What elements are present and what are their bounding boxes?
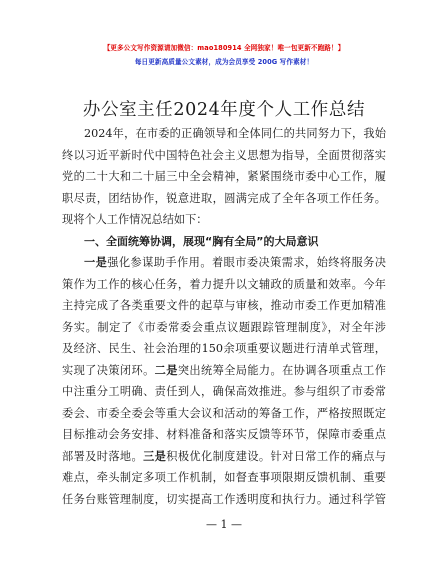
point-text-1: 强化参谋助手作用。着眼市委决策需求，始终将服务决 [107, 256, 386, 269]
point-text-1-end: 实现了决策闭环。 [62, 363, 155, 377]
point-marker-2: 二是 [154, 363, 178, 377]
section1-line-1 [62, 252, 386, 274]
intro-line-5: 现将个人工作情况总结如下： [62, 213, 208, 226]
intro-line-4: 职尽责，团结协作，锐意进取，圆满完成了全年各项工作任务。 [62, 191, 386, 205]
point-marker-3: 三是 [143, 449, 167, 463]
section1-line-9: 目标推动会务安排、材料准备和落实反馈等环节，保障市委重点 [62, 428, 386, 441]
section-heading-1: 一、全面统筹协调，展现“胸有全局”的大局意识 [84, 234, 319, 248]
intro-line-3: 党的二十大和二十届三中全会精神，紧紧围绕市委中心工作，履 [62, 170, 386, 183]
point-text-2-end: 部署及时落地。 [62, 449, 144, 463]
promo-banner-line-1: 【更多公文写作资源请加微信：mao180914 全网独家！唯一包更新不跑路！】 [103, 44, 345, 52]
promo-banner-line-2: 每日更新高质量公文素材，成为会员享受 200G 写作素材！ [134, 58, 314, 66]
section1-line-4: 务实。制定了《市委常委会重点议题跟踪管理制度》，对全年涉 [62, 320, 386, 334]
point-text-2: 突出统筹全局能力。在协调各项重点工作 [177, 363, 386, 377]
page-number: — 1 — [206, 518, 242, 531]
section1-line-2: 策作为工作的核心任务，着力提升以文辅政的质量和效率。今年 [62, 277, 386, 291]
section1-line-8: 委会、市委全委会等重大会议和活动的筹备工作，严格按照既定 [62, 406, 386, 420]
point-text-3: 积极优化制度建设。针对日常工作的痛点与 [166, 449, 386, 463]
document-body [62, 123, 386, 510]
section1-line-12: 任务台账管理制度，切实提高工作透明度和执行力。通过科学管 [62, 492, 386, 506]
section1-line-5: 及经济、民生、社会治理的150余项重要议题进行清单式管理， [62, 342, 386, 355]
section1-line-10 [62, 446, 386, 468]
intro-line-2: 终以习近平新时代中国特色社会主义思想为指导，全面贯彻落实 [62, 148, 386, 162]
section1-line-7: 中注重分工明确、责任到人，确保高效推进。参与组织了市委常 [62, 385, 386, 398]
document-title: 办公室主任2024年度个人工作总结 [82, 100, 366, 120]
section1-line-3: 主持完成了各类重要文件的起草与审核，推动市委工作更加精准 [62, 299, 386, 312]
section1-line-11: 难点，牵头制定多项工作机制，如督查事项限期反馈机制、重要 [62, 471, 386, 484]
section1-line-6 [62, 360, 386, 382]
point-marker-1: 一是 [84, 256, 108, 269]
intro-line-1: 2024年，在市委的正确领导和全体同仁的共同努力下，我始 [84, 127, 386, 140]
